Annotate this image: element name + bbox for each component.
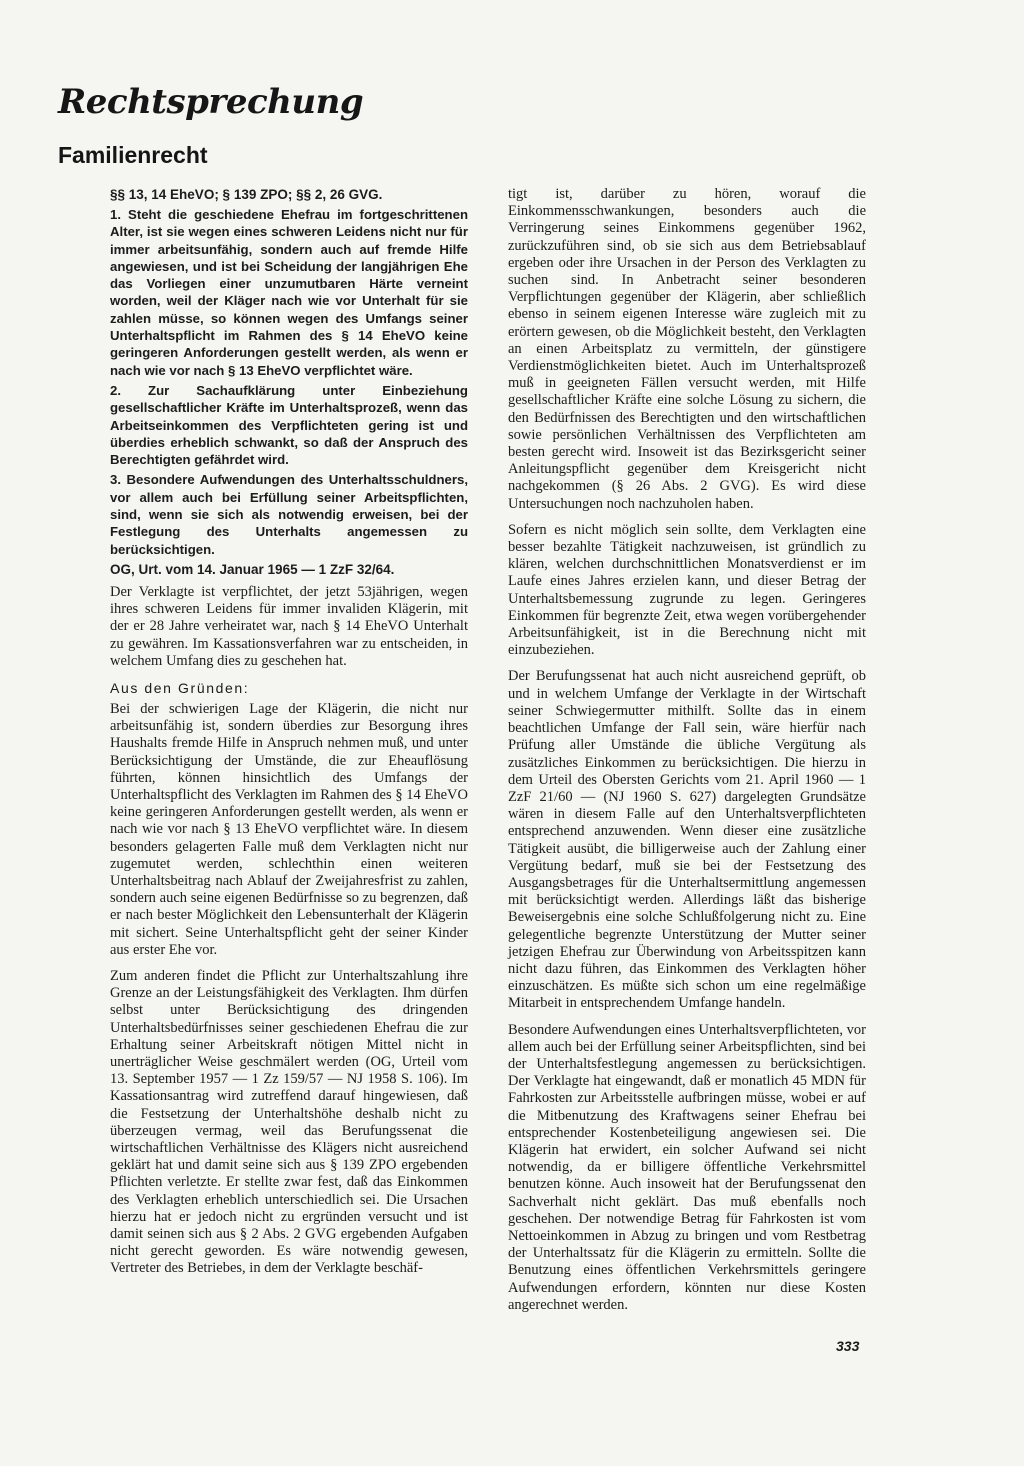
- masthead-title: Rechtsprechung: [58, 82, 364, 122]
- page-number: 333: [836, 1338, 860, 1354]
- left-column: [110, 186, 468, 1287]
- section-title: Familienrecht: [58, 142, 208, 168]
- right-paragraph-2: Sofern es nicht möglich sein sollte, dem Verklagten eine besser bezahlte Tätigkeit nachzuweisen, ist gründlich zu klären, welchen durchschnittlichen Monatsverdienst er im Laufe eines Jahres erzielen kann, und dieser Betrag der Unterhaltsbemessung zugrunde zu legen. Geringeres Einkommen für begrenzte Zeit, etwa wegen vorübergehender Arbeitsunfähigkeit, ist in die Berechnung nicht mit einzubeziehen.: [508, 521, 866, 659]
- right-paragraph-1: tigt ist, darüber zu hören, worauf die Einkommensschwankungen, besonders auch die Verringerung seines Einkommens gegenüber 1962, zurückzuführen sind, ob sie sich aus dem Betriebsablauf ergeben oder ihre Ursachen in der Person des Verklagten zu suchen sind. In Anbetracht seiner besonderen Verpflichtungen gegenüber der Klägerin, aber schließlich ebenso in seinem eigenen Interesse wäre zugleich mit zu erörtern gewesen, ob die Möglichkeit besteht, den Verklagten an einen Arbeitsplatz zu vermitteln, der günstigere Verdienstmöglichkeiten bietet. Auch im Unterhaltsprozeß muß in geeigneten Fällen versucht werden, mit Hilfe gesellschaftlicher Kräfte eine solche Lösung zu sichern, die den Bedürfnissen des Berechtigten und den wirtschaftlichen sowie persönlichen Verhältnissen des Verpflichteten am besten gerecht wird. Insoweit ist das Bezirksgericht seiner Anleitungspflicht gegenüber dem Kreisgericht nicht nachgekommen (§ 26 Abs. 2 GVG). Es wird diese Untersuchungen noch nachzuholen haben.: [508, 186, 866, 512]
- headnote-1: 1. Steht die geschiedene Ehefrau im fortgeschrittenen Alter, ist sie wegen eines schweren Leidens nicht nur für immer arbeitsunfähig, sondern auch auf fremde Hilfe angewiesen, und ist bei Scheidung der langjährigen Ehe das Vorliegen einer unzumutbaren Härte verneint worden, weil der Kläger nach wie vor Unterhalt für sie zahlen müsse, so können wegen des Umfangs seiner Unterhaltspflicht im Rahmen des § 14 EheVO keine geringeren Anforderungen gestellt werden, als wenn er nach wie vor nach § 13 EheVO verpflichtet wäre.: [110, 207, 468, 378]
- reasons-paragraph-1: Bei der schwierigen Lage der Klägerin, die nicht nur arbeitsunfähig ist, sondern überdies zur Besorgung ihres Haushalts fremde Hilfe in Anspruch nehmen muß, und unter Berücksichtigung der Umstände, die zur Eheauflösung führten, können hinsichtlich des Umfangs der Unterhaltspflicht des Verklagten im Rahmen des § 14 EheVO keine geringeren Anforderungen gestellt werden, als wenn er nach wie vor nach § 13 EheVO verpflichtet wäre. In diesem besonders gelagerten Falle muß dem Verklagten nicht nur zugemutet werden, schlechthin einen weiteren Unterhaltsbeitrag nach Ablauf der Zweijahresfrist zu zahlen, sondern auch seine eigenen Bedürfnisse so zu begrenzen, daß er nach bester Möglichkeit den Lebensunterhalt der Klägerin mit sichert. Seine Unterhaltspflicht geht der seiner Kinder aus erster Ehe vor.: [110, 700, 468, 958]
- reasons-heading: Aus den Gründen:: [110, 679, 250, 696]
- right-paragraph-4: Besondere Aufwendungen eines Unterhaltsverpflichteten, vor allem auch bei der Erfüllung seiner Arbeitspflichten, sind bei der Unterhaltsfestlegung angemessen zu berücksichtigen. Der Verklagte hat eingewandt, daß er monatlich 45 MDN für Fahrkosten zur Arbeitsstelle aufbringen müsse, wobei er auf die Mitbenutzung des Kraftwagens seiner Ehefrau bei entsprechender Kostenbeteiligung angewiesen sei. Die Klägerin hat erwidert, ein solcher Aufwand sei nicht notwendig, da er billigere öffentliche Verkehrsmittel benutzen könne. Auch insoweit hat der Berufungssenat den Sachverhalt nicht geklärt. Das muß ebenfalls noch geschehen. Der notwendige Betrag für Fahrkosten ist vom Nettoeinkommen in Abzug zu bringen und vom Restbetrag der Unterhaltssatz für die Klägerin zu ermitteln. Sollte die Benutzung eines öffentlichen Verkehrsmittels geringere Aufwendungen erfordern, könnten nur diese Kosten angerechnet werden.: [508, 1021, 866, 1313]
- court-citation: OG, Urt. vom 14. Januar 1965 — 1 ZzF 32/64.: [110, 561, 395, 577]
- headnote-3: 3. Besondere Aufwendungen des Unterhaltsschuldners, vor allem auch bei Erfüllung seiner Arbeitspflichten, sind, wenn sie sich als notwendig erweisen, bei der Festlegung des Unterhalts angemessen zu berücksichtigen.: [110, 472, 468, 557]
- headnote-2: 2. Zur Sachaufklärung unter Einbeziehung gesellschaftlicher Kräfte im Unterhaltsprozeß, wenn das Arbeitseinkommen des Verpflichteten gering ist und überdies erheblich schwankt, so daß der Anspruch des Berechtigten gefährdet wird.: [110, 382, 468, 468]
- right-column: [508, 186, 866, 1323]
- case-facts-paragraph: Der Verklagte ist verpflichtet, der jetzt 53jährigen, wegen ihres schweren Leidens für immer invaliden Klägerin, mit der er 28 Jahre verheiratet war, nach § 14 EheVO Unterhalt zu gewähren. Im Kassationsverfahren war zu entscheiden, in welchem Umfang dies zu geschehen hat.: [110, 583, 468, 669]
- right-paragraph-3: Der Berufungssenat hat auch nicht ausreichend geprüft, ob und in welchem Umfange der Verklagte in der Wirtschaft seiner Schwiegermutter mithilft. Sollte das in einem beachtlichen Umfange der Fall sein, wäre hierfür nach Prüfung aller Umstände die übliche Vergütung als zusätzliches Einkommen zu berücksichtigen. Die hierzu in dem Urteil des Obersten Gerichts vom 21. April 1960 — 1 ZzF 21/60 — (NJ 1960 S. 627) dargelegten Grundsätze wären in diesem Falle auf den Unterhaltsverpflichteten entsprechend anzuwenden. Wenn dieser eine zusätzliche Tätigkeit ausübt, die billigerweise auch der Zahlung einer Vergütung bedarf, muß sie bei der Festsetzung des Ausgangsbetrages für die Unterhaltsermittlung angemessen mit berücksichtigt werden. Allerdings läßt das bisherige Beweisergebnis eine solche Schlußfolgerung nicht zu. Eine gelegentliche begrenzte Unterstützung der Mutter seiner jetzigen Ehefrau zur Überwindung von Arbeitsspitzen kann nicht dazu führen, das Einkommen des Verklagten höher einzuschätzen. Es müßte sich schon um eine regelmäßige Mitarbeit in entsprechendem Umfange handeln.: [508, 668, 866, 1012]
- statute-references: §§ 13, 14 EheVO; § 139 ZPO; §§ 2, 26 GVG.: [110, 187, 383, 202]
- reasons-paragraph-2: Zum anderen findet die Pflicht zur Unterhaltszahlung ihre Grenze an der Leistungsfähigkeit des Verklagten. Ihm dürfen selbst unter Berücksichtigung des dringenden Unterhaltsbedürfnisses seiner geschiedenen Ehefrau die zur Erhaltung seiner Arbeitskraft nötigen Mittel nicht in unerträglicher Weise geschmälert werden (OG, Urteil vom 13. September 1957 — 1 Zz 159/57 — NJ 1958 S. 106). Im Kassationsantrag wird zutreffend darauf hingewiesen, daß die Festsetzung der Unterhaltshöhe deshalb nicht zu überzeugen vermag, weil das Berufungssenat die wirtschaftlichen Verhältnisse des Klägers nicht ausreichend geklärt hat und damit seine sich aus § 139 ZPO ergebenden Pflichten verletzte. Er stellte zwar fest, daß das Einkommen des Verklagten erheblich unterschiedlich sei. Die Ursachen hierzu hat er jedoch nicht zu ergründen versucht und ist damit seinen sich aus § 2 Abs. 2 GVG ergebenden Aufgaben nicht gerecht geworden. Es wäre notwendig gewesen, Vertreter des Betriebes, in dem der Verklagte beschäf-: [110, 968, 468, 1277]
